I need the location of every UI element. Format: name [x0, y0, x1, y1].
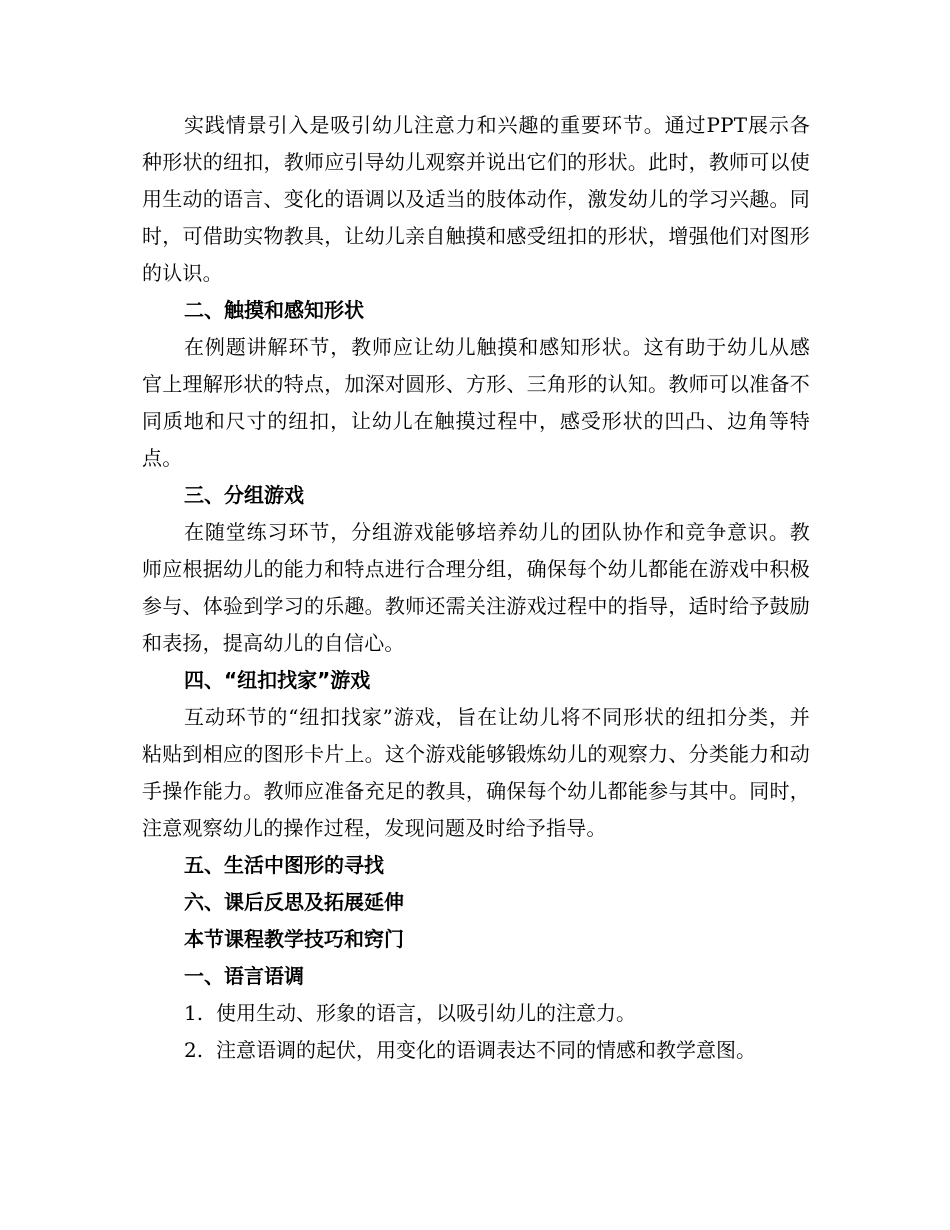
list-item: [142, 995, 810, 1032]
list-text: 注意语调的起伏，用变化的语调表达不同的情感和教学意图。: [216, 1038, 756, 1062]
paragraph-intro: 实践情景引入是吸引幼儿注意力和兴趣的重要环节。通过PPT展示各种形状的纽扣，教师应引导幼儿观察并说出它们的形状。此时，教师可以使用生动的语言、变化的语调以及适当的肢体动作，激发幼儿的学习兴趣。同时，可借助实物教具，让幼儿亲自触摸和感受纽扣的形状，增强他们对图形的认识。: [142, 113, 810, 285]
heading-teaching-tips: 本节课程教学技巧和窍门: [184, 927, 404, 951]
heading-find-shapes-in-life: 五、生活中图形的寻找: [184, 853, 384, 877]
paragraph-touch-shapes: 在例题讲解环节，教师应让幼儿触摸和感知形状。这有助于幼儿从感官上理解形状的特点，加深对圆形、方形、三角形的认知。教师可以准备不同质地和尺寸的纽扣，让幼儿在触摸过程中，感受形状的凹凸、边角等特点。: [142, 335, 810, 470]
heading-group-game: 三、分组游戏: [184, 483, 304, 507]
list-number: 2.: [184, 1038, 204, 1062]
list-number: 1.: [184, 1001, 204, 1025]
paragraph-group-game: 在随堂练习环节，分组游戏能够培养幼儿的团队协作和竞争意识。教师应根据幼儿的能力和特点进行合理分组，确保每个幼儿都能在游戏中积极参与、体验到学习的乐趣。教师还需关注游戏过程中的指导，适时给予鼓励和表扬，提高幼儿的自信心。: [142, 520, 810, 655]
list-item: [142, 1032, 810, 1069]
heading-reflection: 六、课后反思及拓展延伸: [184, 890, 404, 914]
paragraph-button-home-game: 互动环节的“纽扣找家”游戏，旨在让幼儿将不同形状的纽扣分类，并粘贴到相应的图形卡片上。这个游戏能够锻炼幼儿的观察力、分类能力和动手操作能力。教师应准备充足的教具，确保每个幼儿都能参与其中。同时，注意观察幼儿的操作过程，发现问题及时给予指导。: [142, 705, 810, 840]
document-page: [142, 107, 810, 1069]
heading-touch-shapes: 二、触摸和感知形状: [184, 298, 364, 322]
heading-language-tone: 一、语言语调: [184, 964, 304, 988]
list-text: 使用生动、形象的语言，以吸引幼儿的注意力。: [216, 1001, 636, 1025]
heading-button-home-game: 四、“纽扣找家”游戏: [184, 668, 371, 692]
